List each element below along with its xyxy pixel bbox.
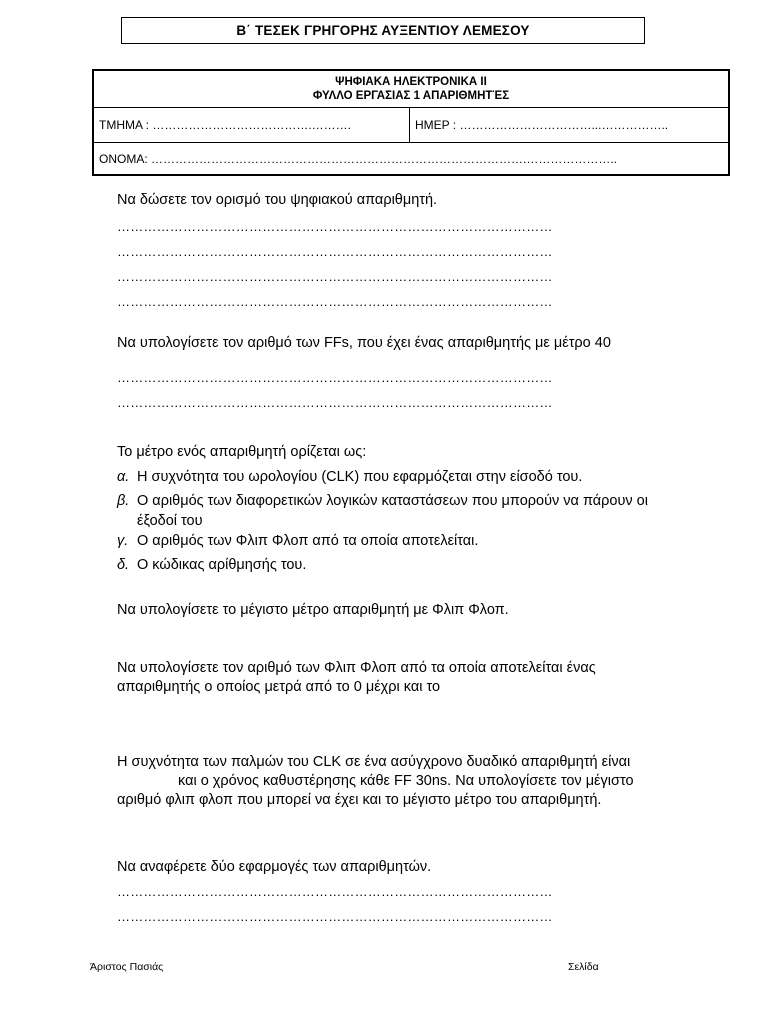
class-field[interactable]: ΤΜΗΜΑ : ………………………………….………. — [94, 108, 410, 142]
option-b-text[interactable]: Ο αριθμός των διαφορετικών λογικών καταστάσεων που μπορούν να πάρουν οι — [137, 493, 648, 509]
worksheet-subtitle: ΦΥΛΛΟ ΕΡΓΑΣΙΑΣ 1 ΑΠΑΡΙΘΜΗΤΈΣ — [312, 90, 510, 102]
worksheet-header-table — [92, 69, 730, 176]
answer-line[interactable]: ……………………………………………………………………………………… — [117, 395, 553, 410]
question-5-line-2: απαριθμητής ο οποίος μετρά από το 0 μέχρι και το — [117, 679, 441, 695]
answer-line[interactable]: ……………………………………………………………………………………… — [117, 269, 553, 284]
question-4-text: Να υπολογίσετε το μέγιστο μέτρο απαριθμητή με Φλιπ Φλοπ. — [117, 602, 509, 618]
school-title: Β΄ ΤΕΣΕΚ ΓΡΗΓΟΡΗΣ ΑΥΞΕΝΤΙΟΥ ΛΕΜΕΣΟΥ — [121, 17, 645, 44]
answer-line[interactable]: ……………………………………………………………………………………… — [117, 219, 553, 234]
question-1-text: Να δώσετε τον ορισμό του ψηφιακού απαριθμητή. — [117, 192, 438, 208]
option-letter: δ. — [117, 557, 130, 573]
course-title: ΨΗΦΙΑΚΑ ΗΛΕΚΤΡΟΝΙΚΑ ΙΙ — [335, 76, 487, 88]
date-field[interactable]: ΗΜΕΡ : ……………………………...…………….. — [415, 118, 669, 132]
question-7-text: Να αναφέρετε δύο εφαρμογές των απαριθμητών. — [117, 859, 432, 875]
footer-author: Άριστος Πασιάς — [90, 961, 164, 973]
answer-line[interactable]: ……………………………………………………………………………………… — [117, 294, 553, 309]
footer-page-label: Σελίδα — [568, 961, 599, 973]
worksheet-title — [94, 71, 728, 108]
question-2-text: Να υπολογίσετε τον αριθμό των FFs, που έχει ένας απαριθμητής με μέτρο 40 — [117, 335, 611, 351]
question-6-line-2: και ο χρόνος καθυστέρησης κάθε FF 30ns. Να υπολογίσετε τον μέγιστο — [178, 773, 634, 789]
option-letter: β. — [117, 493, 130, 509]
question-5-line-1: Να υπολογίσετε τον αριθμό των Φλιπ Φλοπ από τα οποία αποτελείται ένας — [117, 660, 596, 676]
answer-line[interactable]: ……………………………………………………………………………………… — [117, 884, 553, 899]
question-6-line-3: αριθμό φλιπ φλοπ που μπορεί να έχει και το μέγιστο μέτρο του απαριθμητή. — [117, 792, 602, 808]
answer-line[interactable]: ……………………………………………………………………………………… — [117, 244, 553, 259]
answer-line[interactable]: ……………………………………………………………………………………… — [117, 909, 553, 924]
question-3-stem: Το μέτρο ενός απαριθμητή ορίζεται ως: — [117, 444, 367, 460]
question-6-line-1: Η συχνότητα των παλμών του CLK σε ένα ασύγχρονο δυαδικό απαριθμητή είναι — [117, 754, 631, 770]
option-b-text-continued[interactable]: έξοδοί του — [137, 513, 203, 529]
option-c-text[interactable]: Ο αριθμός των Φλιπ Φλοπ από τα οποία αποτελείται. — [137, 533, 479, 549]
option-letter: γ. — [117, 533, 129, 549]
option-d-text[interactable]: Ο κώδικας αρίθμησής του. — [137, 557, 307, 573]
name-field[interactable]: ΟΝΟΜΑ: ………………………………………………………………………………….………………….. — [99, 151, 618, 166]
option-a-text[interactable]: Η συχνότητα του ωρολογίου (CLK) που εφαρμόζεται στην είσοδό του. — [137, 469, 583, 485]
answer-line[interactable]: ……………………………………………………………………………………… — [117, 370, 553, 385]
option-letter: α. — [117, 469, 130, 485]
